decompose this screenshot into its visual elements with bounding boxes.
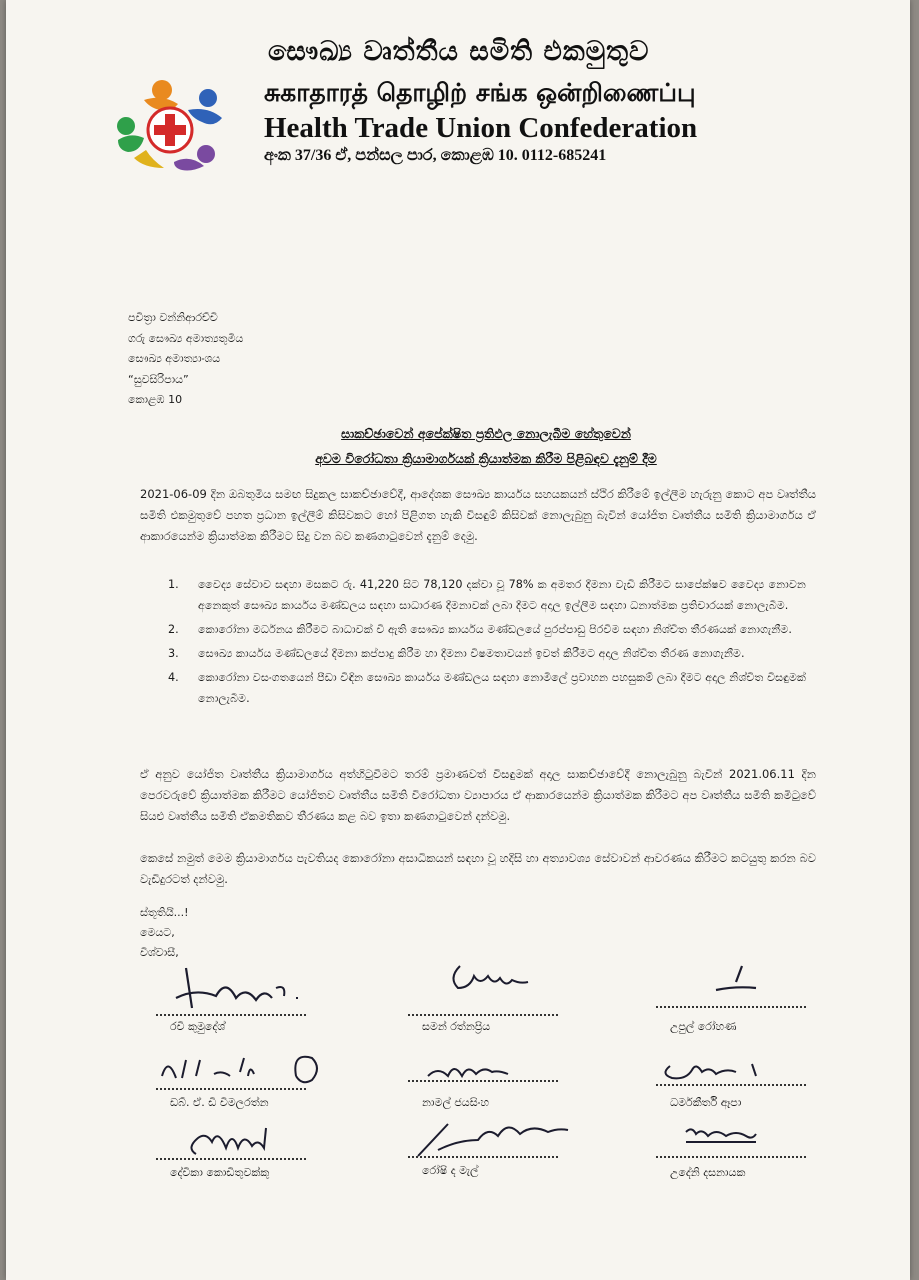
thanks-text: ස්තූතියි...! xyxy=(140,906,189,919)
assurance-paragraph: කෙසේ නමුත් මෙම ක්‍රියාමාර්ගය පැවතියද කොරෝනා අසාධිකයන් සඳහා වූ හදිසි හා අත්‍යාවශ්‍ය සේවාවන් ආවරණය කිරීමට කටයුතු කරන බව වැඩිදුරටත් දන්වමු. xyxy=(140,851,816,886)
handwritten-signature xyxy=(656,958,826,1018)
item-text: සෞඛ්‍ය කාර්යය මණ්ඩලයේ දීමනා කප්පාදු කිරීම හා දීමනා විෂමතාවයන් ඉවත් කිරීමට අදාල නිශ්චිත තීරණ නොගැනීම. xyxy=(198,647,745,660)
signature-line xyxy=(156,1014,306,1016)
org-name-sinhala: සෞඛ්‍ය වෘත්තීය සමිති එකමුතුව xyxy=(268,36,650,67)
signatory-name: උදේනි දසනායක xyxy=(670,1166,746,1179)
signatory-name: රෝෂි ද මැල් xyxy=(422,1164,479,1177)
item-number: 3. xyxy=(168,647,179,660)
signature-block xyxy=(656,958,826,1048)
item-text: වෛද්‍ය සේවාව සඳහා මසකට රු. 41,220 සිට 78,120 දක්වා වූ 78% ක අමතර දීමනා වැඩි කිරීමට සාපේක්ෂව වෛද්‍ය නොවන අනෙකුත් සෞඛ්‍ය කාර්යය මණ්ඩලය සඳහා සාධාරණ දීමනාවක් ලබා දීමට අදාල ඉල්ලීම සඳහා ධනාත්මක ප්‍රතිචාරයක් නොලැබීම. xyxy=(198,578,806,612)
item-number: 2. xyxy=(168,623,179,636)
faithfully-text: විශ්වාසී, xyxy=(140,946,179,959)
signatory-name: රවී කුමුදේශ් xyxy=(170,1020,226,1033)
recipient-line: සෞඛ්‍ය අමාත්‍යාංශය xyxy=(128,352,221,365)
list-item xyxy=(146,619,806,640)
signatory-name: උපුල් රෝහණ xyxy=(670,1020,737,1033)
subject-line-2: අවම විරෝධතා ක්‍රියාමාර්ගයක් ක්‍රියාත්මක කිරීම පිළිබඳව දැනුම් දීම xyxy=(315,451,657,466)
item-text: කොරෝනා මර්ධනය කිරීමට බාධාවක් වී ඇති සෞඛ්‍ය කාර්යය මණ්ඩලයේ පුරප්පාඩු පිරවීම සඳහා නිශ්චිත තීරණයක් නොගැනීම. xyxy=(198,623,792,636)
signatory-name: දේවිකා කොඩිතුවක්කු xyxy=(170,1166,270,1179)
org-name-english: Health Trade Union Confederation xyxy=(264,112,698,144)
signature-line xyxy=(156,1158,306,1160)
list-item xyxy=(146,574,806,616)
signature-line xyxy=(408,1156,558,1158)
org-name-tamil: சுகாதாரத் தொழிற் சங்க ஒன்றிணைப்பு xyxy=(264,78,696,107)
union-logo xyxy=(104,70,244,174)
signature-line xyxy=(656,1156,806,1158)
signature-line xyxy=(156,1088,306,1090)
intro-paragraph: 2021-06-09 දින ඔබතුමිය සමඟ සිදුකල සාකච්ඡාවේදී, ආදේශක සෞඛ්‍ය කාර්යය සහයකයන් ස්ථිර කිරීමේ ඉල්ලීම හැරුනු කොට අප වෘත්තීය සමිති එකමුතුවේ පහත ප්‍රධාන ඉල්ලීම් කිසිවකට හෝ පිළිගත හැකි විසඳුම් කිසිවක් නොලැබුනු බැවින් යෝජිත වෘත්තීය සමිති ක්‍රියාමාර්ගය ඒ ආකාරයෙන්ම ක්‍රියාත්මක කිරීමට සිදු වන බව කණගාටුවෙන් දැනුම් දෙමු. xyxy=(140,487,816,543)
handwritten-signature xyxy=(656,1118,826,1168)
salutation-text: මෙයට, xyxy=(140,926,175,939)
signatory-name: ධර්මකීර්ති ඈපා xyxy=(670,1096,742,1109)
signatory-name: ඩබ්. ඒ. ඩී විමලරත්න xyxy=(170,1096,269,1109)
signature-block xyxy=(408,1110,578,1200)
recipient-line: “සුවසිරිපාය” xyxy=(128,372,189,386)
item-text: කොරෝනා වසංගතයෙන් පීඩා විඳින සෞඛ්‍ය කාර්යය මණ්ඩලය සඳහා නොමිලේ ප්‍රවාහන පහසුකම් ලබා දීමට අදාල නිශ්චිත විසඳුමක් නොලැබීම. xyxy=(198,671,806,705)
handwritten-signature xyxy=(156,1118,326,1168)
recipient-line: ගරු සෞඛ්‍ය අමාත්‍යතුමිය xyxy=(128,331,244,345)
handwritten-signature xyxy=(656,1046,826,1096)
signature-line xyxy=(656,1084,806,1086)
signatory-name: නාමල් ජයසිංහ xyxy=(422,1096,490,1109)
signature-block xyxy=(156,1118,326,1208)
recipient-line: කොළඹ 10 xyxy=(128,393,183,406)
handwritten-signature xyxy=(156,958,326,1018)
subject-line-1: සාකච්ඡාවෙන් අපේක්ෂිත ප්‍රතිඵල නොලැබීම හේතුවෙන් xyxy=(341,426,631,441)
signature-line xyxy=(656,1006,806,1008)
signature-line xyxy=(408,1080,558,1082)
item-number: 1. xyxy=(168,578,179,591)
item-number: 4. xyxy=(168,671,179,684)
signature-line xyxy=(408,1014,558,1016)
decision-paragraph: ඒ අනුව යෝජිත වෘත්තීය ක්‍රියාමාර්ගය අත්හිටුවීමට තරම් ප්‍රමාණවත් විසඳුමක් අදාල සාකච්ඡාවේදී නොලැබුනු බැවින් 2021.06.11 දින පෙරවරුවේ ක්‍රියාත්මක කිරීමට යෝජිතව වෘත්තීය සමිති විරෝධතා ව්‍යාපාරය ඒ ආකාරයෙන්ම ක්‍රියාත්මක කිරීමට අප වෘත්තීය සමිති කමිටුවේ සියළු වෘත්තීය සමිති ඒකමතිකව තීරණය කළ බව ඉතා කණගාටුවෙන් දන්වමු. xyxy=(140,767,816,823)
letter-page xyxy=(6,0,910,1280)
demands-list xyxy=(146,574,806,712)
closing-block xyxy=(140,903,189,963)
list-item xyxy=(146,667,806,709)
handwritten-signature xyxy=(408,1046,578,1096)
handwritten-signature xyxy=(408,958,578,1018)
signature-block xyxy=(408,958,578,1048)
signatory-name: සමන් රත්නප්‍රිය xyxy=(422,1020,491,1033)
org-address: අංක 37/36 ඒ, පන්සල පාර, කොළඹ 10. 0112-685241 xyxy=(264,147,607,164)
recipient-line: පවිත්‍රා වන්නිආරච්චි xyxy=(128,311,218,324)
recipient-block xyxy=(128,308,243,411)
signature-block xyxy=(656,1118,826,1208)
signature-block xyxy=(156,958,326,1048)
list-item xyxy=(146,643,806,664)
